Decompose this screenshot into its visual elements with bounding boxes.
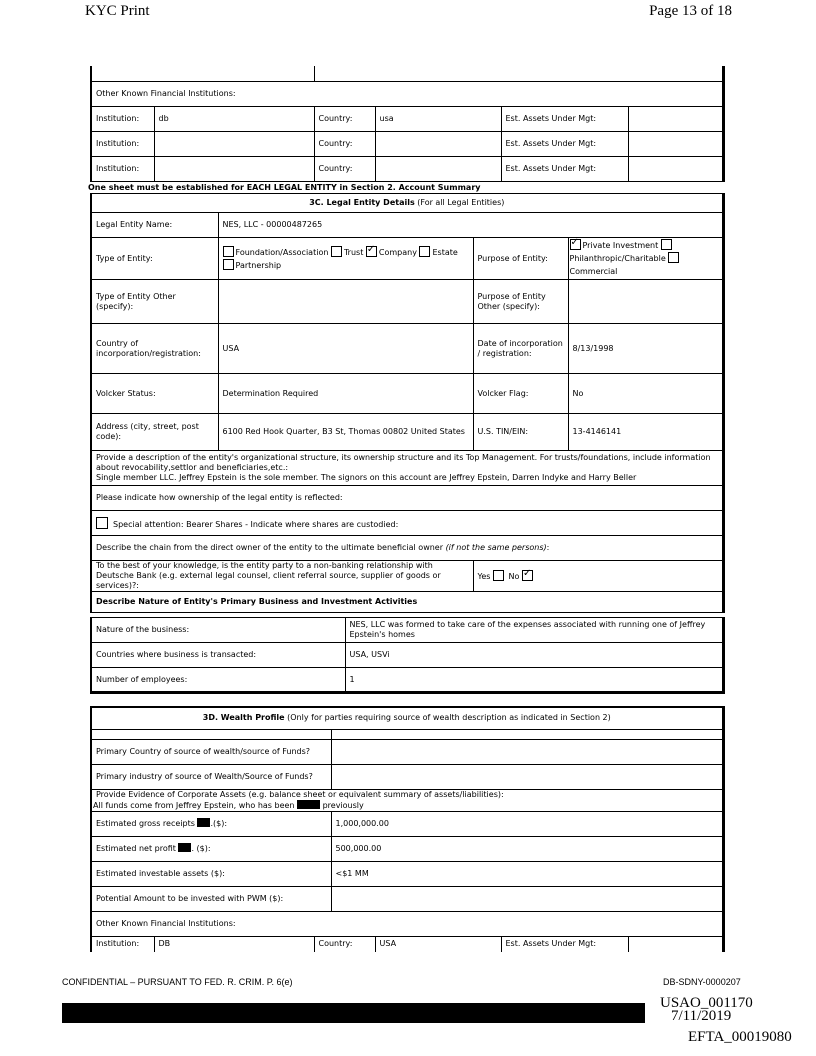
legal-entity-table bbox=[90, 193, 725, 613]
country-label: Country: bbox=[314, 106, 375, 131]
date-incorporation-value: 8/13/1998 bbox=[568, 324, 723, 374]
partnership-checkbox[interactable] bbox=[223, 259, 234, 270]
tin-label: U.S. TIN/EIN: bbox=[473, 414, 568, 451]
assets-value bbox=[628, 156, 723, 181]
yes-checkbox[interactable] bbox=[493, 570, 504, 581]
assets-label: Est. Assets Under Mgt: bbox=[501, 131, 628, 156]
company-checkbox[interactable] bbox=[366, 246, 377, 257]
address-label: Address (city, street, post code): bbox=[91, 414, 218, 451]
employees-label: Number of employees: bbox=[91, 668, 345, 693]
potential-amount-label: Potential Amount to be invested with PWM ($): bbox=[91, 886, 331, 911]
bates-number: DB-SDNY-0000207 bbox=[663, 977, 741, 987]
address-value: 6100 Red Hook Quarter, B3 St, Thomas 00802 United States bbox=[218, 414, 473, 451]
country-label: Country: bbox=[314, 131, 375, 156]
assets-value bbox=[628, 937, 723, 952]
non-banking-prompt: To the best of your knowledge, is the entity party to a non-banking relationship with Deutsche Bank (e.g. external legal counsel, client referral source, supplier of goods or services)?: bbox=[91, 561, 473, 592]
country-value: usa bbox=[375, 106, 501, 131]
institution-value: DB bbox=[154, 937, 314, 952]
commercial-checkbox[interactable] bbox=[668, 252, 679, 263]
volcker-flag-label: Volcker Flag: bbox=[473, 374, 568, 414]
redaction bbox=[197, 818, 210, 827]
primary-industry-value bbox=[331, 764, 723, 789]
institution-value: db bbox=[154, 106, 314, 131]
corporate-assets-evidence: Provide Evidence of Corporate Assets (e.g. balance sheet or equivalent summary of assets/liabilities): All funds come from Jeffrey Epstein, who has been previously bbox=[91, 789, 723, 811]
top-institutions-table bbox=[90, 66, 725, 182]
nature-label: Nature of the business: bbox=[91, 618, 345, 643]
assets-label: Est. Assets Under Mgt: bbox=[501, 156, 628, 181]
countries-value: USA, USVi bbox=[345, 643, 723, 668]
purpose-other-value bbox=[568, 280, 723, 324]
efta-number: EFTA_00019080 bbox=[688, 1029, 792, 1045]
assets-value bbox=[628, 106, 723, 131]
investable-assets-value: <$1 MM bbox=[331, 861, 723, 886]
redaction bbox=[297, 800, 320, 809]
nature-value: NES, LLC was formed to take care of the expenses associated with running one of Jeffrey Epstein's homes bbox=[345, 618, 723, 643]
private-investment-checkbox[interactable] bbox=[570, 239, 581, 250]
assets-label: Est. Assets Under Mgt: bbox=[501, 106, 628, 131]
assets-value bbox=[628, 131, 723, 156]
country-value bbox=[375, 156, 501, 181]
institutions-title: Other Known Financial Institutions: bbox=[91, 81, 723, 106]
gross-receipts-label: Estimated gross receipts .($): bbox=[91, 811, 331, 836]
country-incorporation-value: USA bbox=[218, 324, 473, 374]
institution-label: Institution: bbox=[91, 131, 154, 156]
page-number: Page 13 of 18 bbox=[649, 3, 732, 19]
assets-label: Est. Assets Under Mgt: bbox=[501, 937, 628, 952]
potential-amount-value bbox=[331, 886, 723, 911]
net-profit-value: 500,000.00 bbox=[331, 836, 723, 861]
country-value bbox=[375, 131, 501, 156]
business-heading: Describe Nature of Entity's Primary Business and Investment Activities bbox=[91, 592, 723, 613]
entity-name-value: NES, LLC - 00000487265 bbox=[218, 213, 723, 238]
bearer-shares-checkbox[interactable] bbox=[96, 517, 108, 529]
confidential-notice: CONFIDENTIAL – PURSUANT TO FED. R. CRIM. P. 6(e) bbox=[62, 977, 293, 987]
wealth-profile-table bbox=[90, 706, 725, 937]
stamp-date: 7/11/2019 bbox=[671, 1008, 732, 1024]
foundation-checkbox[interactable] bbox=[223, 246, 234, 257]
countries-label: Countries where business is transacted: bbox=[91, 643, 345, 668]
estate-checkbox[interactable] bbox=[419, 246, 430, 257]
continuation-cell bbox=[314, 66, 723, 81]
country-label: Country: bbox=[314, 937, 375, 952]
primary-industry-label: Primary industry of source of Wealth/Source of Funds? bbox=[91, 764, 331, 789]
bearer-shares: Special attention: Bearer Shares - Indicate where shares are custodied: bbox=[91, 511, 723, 536]
entity-sheet-note: One sheet must be established for EACH LEGAL ENTITY in Section 2. Account Summary bbox=[88, 183, 481, 192]
purpose-label: Purpose of Entity: bbox=[473, 238, 568, 280]
purpose-options: ✓Private Investment Philanthropic/Charitable Commercial bbox=[568, 238, 723, 280]
institution-label: Institution: bbox=[91, 937, 154, 952]
volcker-status-value: Determination Required bbox=[218, 374, 473, 414]
wealth-institutions-table bbox=[90, 936, 725, 952]
continuation-cell bbox=[91, 66, 314, 81]
volcker-flag-value: No bbox=[568, 374, 723, 414]
institution-label: Institution: bbox=[91, 106, 154, 131]
country-value: USA bbox=[375, 937, 501, 952]
section-3c-title: 3C. Legal Entity Details (For all Legal Entities) bbox=[91, 194, 723, 213]
country-label: Country: bbox=[314, 156, 375, 181]
philanthropic-checkbox[interactable] bbox=[661, 239, 672, 250]
wealth-institutions-title: Other Known Financial Institutions: bbox=[91, 911, 723, 936]
entity-type-label: Type of Entity: bbox=[91, 238, 218, 280]
type-other-label: Type of Entity Other (specify): bbox=[91, 280, 218, 324]
volcker-status-label: Volcker Status: bbox=[91, 374, 218, 414]
ownership-chain-prompt: Describe the chain from the direct owner of the entity to the ultimate beneficial owner (if not the same persons): bbox=[91, 536, 723, 561]
institution-value bbox=[154, 156, 314, 181]
no-checkbox[interactable] bbox=[522, 570, 533, 581]
country-incorporation-label: Country of incorporation/registration: bbox=[91, 324, 218, 374]
purpose-other-label: Purpose of Entity Other (specify): bbox=[473, 280, 568, 324]
ownership-prompt: Please indicate how ownership of the legal entity is reflected: bbox=[91, 486, 723, 511]
trust-checkbox[interactable] bbox=[331, 246, 342, 257]
entity-name-label: Legal Entity Name: bbox=[91, 213, 218, 238]
redaction-bar bbox=[62, 1003, 645, 1023]
tin-value: 13-4146141 bbox=[568, 414, 723, 451]
net-profit-label: Estimated net profit . ($): bbox=[91, 836, 331, 861]
institution-value bbox=[154, 131, 314, 156]
investable-assets-label: Estimated investable assets ($): bbox=[91, 861, 331, 886]
employees-value: 1 bbox=[345, 668, 723, 693]
institution-label: Institution: bbox=[91, 156, 154, 181]
gross-receipts-value: 1,000,000.00 bbox=[331, 811, 723, 836]
entity-type-options: Foundation/Association Trust ✓ Company Estate Partnership bbox=[218, 238, 473, 280]
usao-stamp: USAO_001170 bbox=[660, 995, 753, 1011]
business-table bbox=[90, 617, 725, 694]
date-incorporation-label: Date of incorporation / registration: bbox=[473, 324, 568, 374]
print-header: KYC Print bbox=[85, 3, 150, 19]
redaction bbox=[178, 843, 191, 852]
primary-country-label: Primary Country of source of wealth/source of Funds? bbox=[91, 739, 331, 764]
type-other-value bbox=[218, 280, 473, 324]
section-3d-title: 3D. Wealth Profile (Only for parties requiring source of wealth description as indicated in Section 2) bbox=[91, 707, 723, 729]
structure-description: Provide a description of the entity's organizational structure, its ownership structure and its Top Management. For trusts/foundations, include information about revocability,settlor and beneficiaries,etc.: Single member LLC. Jeffrey Epstein is the sole member. The signors on this account are Jeffrey Epstein, Darren Indyke and Harry Beller bbox=[91, 451, 723, 486]
non-banking-answer: Yes No ✓ bbox=[473, 561, 723, 592]
primary-country-value bbox=[331, 739, 723, 764]
